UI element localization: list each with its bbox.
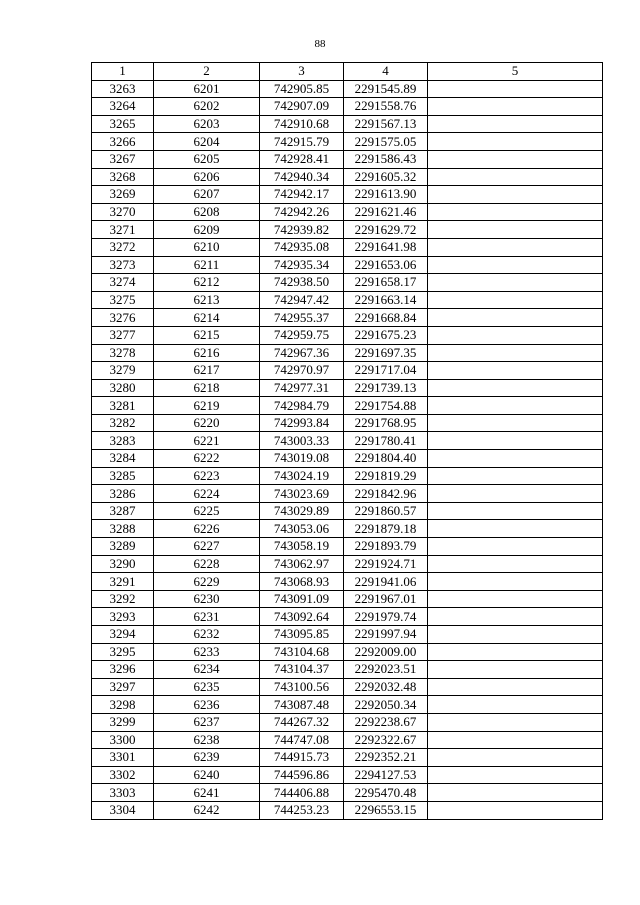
table-cell: 2291558.76 [344, 98, 428, 116]
table-cell: 6204 [154, 133, 260, 151]
table-cell: 742910.68 [260, 115, 344, 133]
table-cell: 6209 [154, 221, 260, 239]
table-cell: 742993.84 [260, 414, 344, 432]
table-cell: 742947.42 [260, 291, 344, 309]
coordinates-table [91, 62, 603, 820]
table-row [92, 379, 603, 397]
table-row [92, 502, 603, 520]
table-cell [428, 766, 603, 784]
table-cell: 2292238.67 [344, 713, 428, 731]
table-cell [428, 626, 603, 644]
table-row [92, 678, 603, 696]
table-cell [428, 450, 603, 468]
table-row [92, 186, 603, 204]
table-row [92, 696, 603, 714]
table-cell: 743091.09 [260, 590, 344, 608]
table-cell: 6233 [154, 643, 260, 661]
table-cell: 6223 [154, 467, 260, 485]
table-cell: 2291997.94 [344, 626, 428, 644]
table-cell: 3293 [92, 608, 154, 626]
table-cell: 744406.88 [260, 784, 344, 802]
table-cell: 2291879.18 [344, 520, 428, 538]
table-cell: 3264 [92, 98, 154, 116]
table-cell: 742905.85 [260, 80, 344, 98]
table-row [92, 590, 603, 608]
table-cell: 3282 [92, 414, 154, 432]
table-cell: 6230 [154, 590, 260, 608]
table-row [92, 713, 603, 731]
table-row [92, 397, 603, 415]
table-cell: 743104.37 [260, 661, 344, 679]
table-cell: 2291567.13 [344, 115, 428, 133]
table-cell: 2296553.15 [344, 801, 428, 819]
table-cell [428, 133, 603, 151]
table-cell [428, 713, 603, 731]
table-cell: 2291629.72 [344, 221, 428, 239]
table-cell [428, 608, 603, 626]
table-row [92, 661, 603, 679]
column-header: 4 [344, 63, 428, 81]
table-row [92, 573, 603, 591]
table-cell: 743095.85 [260, 626, 344, 644]
table-row [92, 203, 603, 221]
table-cell [428, 432, 603, 450]
table-cell: 742928.41 [260, 150, 344, 168]
table-cell: 742967.36 [260, 344, 344, 362]
table-cell: 3268 [92, 168, 154, 186]
table-row [92, 291, 603, 309]
table-cell: 2291586.43 [344, 150, 428, 168]
table-cell: 3301 [92, 749, 154, 767]
table-row [92, 326, 603, 344]
table-cell [428, 784, 603, 802]
table-cell: 6226 [154, 520, 260, 538]
table-cell: 743104.68 [260, 643, 344, 661]
column-header: 3 [260, 63, 344, 81]
table-cell: 743087.48 [260, 696, 344, 714]
table-cell: 6214 [154, 309, 260, 327]
table-cell: 6202 [154, 98, 260, 116]
table-row [92, 555, 603, 573]
table-cell: 3296 [92, 661, 154, 679]
table-cell [428, 256, 603, 274]
table-row [92, 115, 603, 133]
table-cell [428, 749, 603, 767]
table-cell: 743062.97 [260, 555, 344, 573]
table-cell: 742939.82 [260, 221, 344, 239]
table-cell: 6224 [154, 485, 260, 503]
table-cell: 743023.69 [260, 485, 344, 503]
table-cell: 6221 [154, 432, 260, 450]
table-cell: 3295 [92, 643, 154, 661]
table-cell: 2291979.74 [344, 608, 428, 626]
table-cell: 2291545.89 [344, 80, 428, 98]
table-cell: 743100.56 [260, 678, 344, 696]
table-cell: 2292352.21 [344, 749, 428, 767]
table-row [92, 309, 603, 327]
table-cell: 2291621.46 [344, 203, 428, 221]
table-cell [428, 362, 603, 380]
table-cell: 743058.19 [260, 538, 344, 556]
table-cell: 6238 [154, 731, 260, 749]
table-cell: 3266 [92, 133, 154, 151]
table-row [92, 80, 603, 98]
table-cell: 3274 [92, 274, 154, 292]
table-cell: 6229 [154, 573, 260, 591]
table-cell: 3263 [92, 80, 154, 98]
table-row [92, 432, 603, 450]
table-cell: 2291768.95 [344, 414, 428, 432]
column-header: 1 [92, 63, 154, 81]
table-cell [428, 801, 603, 819]
table-cell: 3265 [92, 115, 154, 133]
table-cell: 2291658.17 [344, 274, 428, 292]
table-cell: 6207 [154, 186, 260, 204]
table-cell [428, 221, 603, 239]
table-cell: 6206 [154, 168, 260, 186]
table-row [92, 643, 603, 661]
table-cell: 744267.32 [260, 713, 344, 731]
table-cell: 3284 [92, 450, 154, 468]
table-cell [428, 731, 603, 749]
table-cell: 6242 [154, 801, 260, 819]
table-cell: 743053.06 [260, 520, 344, 538]
table-row [92, 801, 603, 819]
table-cell [428, 80, 603, 98]
table-cell: 2291605.32 [344, 168, 428, 186]
table-cell: 6240 [154, 766, 260, 784]
table-cell [428, 643, 603, 661]
table-row [92, 344, 603, 362]
table-cell: 3298 [92, 696, 154, 714]
table-cell [428, 678, 603, 696]
table-cell [428, 309, 603, 327]
table-cell: 2292322.67 [344, 731, 428, 749]
table-row [92, 467, 603, 485]
table-cell: 2291697.35 [344, 344, 428, 362]
table-cell: 6210 [154, 238, 260, 256]
table-cell: 3270 [92, 203, 154, 221]
table-cell: 742915.79 [260, 133, 344, 151]
table-cell: 6203 [154, 115, 260, 133]
table-row [92, 485, 603, 503]
table-cell: 6241 [154, 784, 260, 802]
table-cell: 743019.08 [260, 450, 344, 468]
table-cell: 742938.50 [260, 274, 344, 292]
table-cell: 6239 [154, 749, 260, 767]
table-cell: 2291739.13 [344, 379, 428, 397]
table-cell: 2291668.84 [344, 309, 428, 327]
table-cell [428, 590, 603, 608]
table-cell: 2295470.48 [344, 784, 428, 802]
table-cell [428, 344, 603, 362]
table-cell: 6208 [154, 203, 260, 221]
table-cell: 742977.31 [260, 379, 344, 397]
table-header-row [92, 63, 603, 81]
table-cell: 3294 [92, 626, 154, 644]
table-cell: 3279 [92, 362, 154, 380]
table-cell: 6220 [154, 414, 260, 432]
table-cell: 2291754.88 [344, 397, 428, 415]
table-cell: 6234 [154, 661, 260, 679]
table-row [92, 731, 603, 749]
table-cell [428, 414, 603, 432]
table-cell: 2291641.98 [344, 238, 428, 256]
table-cell: 3292 [92, 590, 154, 608]
table-cell: 6219 [154, 397, 260, 415]
table-cell: 6213 [154, 291, 260, 309]
table-cell: 3272 [92, 238, 154, 256]
table-cell: 6222 [154, 450, 260, 468]
table-cell [428, 291, 603, 309]
table-cell: 742984.79 [260, 397, 344, 415]
table-cell: 3278 [92, 344, 154, 362]
table-cell [428, 538, 603, 556]
table-cell: 2294127.53 [344, 766, 428, 784]
table-cell: 6225 [154, 502, 260, 520]
table-cell: 2291653.06 [344, 256, 428, 274]
table-cell [428, 520, 603, 538]
table-cell: 6215 [154, 326, 260, 344]
table-cell: 3283 [92, 432, 154, 450]
table-cell: 742935.08 [260, 238, 344, 256]
table-cell: 3277 [92, 326, 154, 344]
table-row [92, 450, 603, 468]
table-cell: 6211 [154, 256, 260, 274]
table-cell: 6228 [154, 555, 260, 573]
table-row [92, 766, 603, 784]
table-cell: 3273 [92, 256, 154, 274]
table-cell: 3271 [92, 221, 154, 239]
table-cell: 742942.17 [260, 186, 344, 204]
table-row [92, 362, 603, 380]
table-cell: 3269 [92, 186, 154, 204]
table-cell: 2291663.14 [344, 291, 428, 309]
table-cell: 6218 [154, 379, 260, 397]
table-cell: 742942.26 [260, 203, 344, 221]
table-cell: 3267 [92, 150, 154, 168]
table-cell: 6236 [154, 696, 260, 714]
table-cell: 2292050.34 [344, 696, 428, 714]
table-cell: 3289 [92, 538, 154, 556]
table-cell: 2291780.41 [344, 432, 428, 450]
table-row [92, 98, 603, 116]
table-cell: 2291804.40 [344, 450, 428, 468]
table-cell [428, 115, 603, 133]
table-cell: 743003.33 [260, 432, 344, 450]
table-cell: 3290 [92, 555, 154, 573]
table-cell: 6231 [154, 608, 260, 626]
table-cell: 6227 [154, 538, 260, 556]
table-cell: 2291924.71 [344, 555, 428, 573]
table-cell: 743068.93 [260, 573, 344, 591]
table-row [92, 133, 603, 151]
table-cell: 744596.86 [260, 766, 344, 784]
table-cell: 3276 [92, 309, 154, 327]
table-row [92, 626, 603, 644]
table-cell: 2291893.79 [344, 538, 428, 556]
table-cell [428, 555, 603, 573]
table-cell: 6205 [154, 150, 260, 168]
table-cell: 3287 [92, 502, 154, 520]
table-cell: 742940.34 [260, 168, 344, 186]
table-cell [428, 186, 603, 204]
table-cell: 3291 [92, 573, 154, 591]
table-cell: 744747.08 [260, 731, 344, 749]
table-row [92, 749, 603, 767]
table-cell [428, 485, 603, 503]
table-cell: 744915.73 [260, 749, 344, 767]
table-cell: 2291860.57 [344, 502, 428, 520]
table-row [92, 256, 603, 274]
table-cell: 744253.23 [260, 801, 344, 819]
table-cell: 742935.34 [260, 256, 344, 274]
table-cell: 6235 [154, 678, 260, 696]
table-cell: 2291613.90 [344, 186, 428, 204]
table-cell [428, 696, 603, 714]
table-cell: 3280 [92, 379, 154, 397]
table-row [92, 274, 603, 292]
table-cell: 2291941.06 [344, 573, 428, 591]
table-cell: 742907.09 [260, 98, 344, 116]
table-cell: 2291842.96 [344, 485, 428, 503]
table-row [92, 608, 603, 626]
table-cell [428, 98, 603, 116]
table-cell [428, 150, 603, 168]
table-cell: 3286 [92, 485, 154, 503]
table-cell: 2291819.29 [344, 467, 428, 485]
table-cell: 2292023.51 [344, 661, 428, 679]
table-cell: 2291675.23 [344, 326, 428, 344]
table-cell: 743092.64 [260, 608, 344, 626]
table-cell: 743024.19 [260, 467, 344, 485]
table-cell: 2291575.05 [344, 133, 428, 151]
table-cell: 6217 [154, 362, 260, 380]
page-number: 88 [314, 38, 326, 50]
table-cell: 6212 [154, 274, 260, 292]
table-cell [428, 274, 603, 292]
table-row [92, 520, 603, 538]
table-cell: 2291967.01 [344, 590, 428, 608]
table-cell: 3297 [92, 678, 154, 696]
table-cell: 6201 [154, 80, 260, 98]
table-cell: 3299 [92, 713, 154, 731]
table-cell: 3300 [92, 731, 154, 749]
table-row [92, 221, 603, 239]
table-cell: 3304 [92, 801, 154, 819]
table-cell [428, 397, 603, 415]
table-cell: 3281 [92, 397, 154, 415]
table-row [92, 784, 603, 802]
table-cell [428, 502, 603, 520]
column-header: 2 [154, 63, 260, 81]
table-cell: 6237 [154, 713, 260, 731]
table-cell: 742955.37 [260, 309, 344, 327]
table-cell: 3303 [92, 784, 154, 802]
table-cell: 3302 [92, 766, 154, 784]
table-row [92, 150, 603, 168]
table-row [92, 538, 603, 556]
table-cell [428, 168, 603, 186]
table-cell: 6232 [154, 626, 260, 644]
table-cell: 2292032.48 [344, 678, 428, 696]
table-row [92, 238, 603, 256]
table-row [92, 168, 603, 186]
table-cell [428, 203, 603, 221]
table-cell: 3275 [92, 291, 154, 309]
table-cell [428, 661, 603, 679]
table-body [92, 80, 603, 819]
table-cell [428, 573, 603, 591]
table-cell: 742959.75 [260, 326, 344, 344]
column-header: 5 [428, 63, 603, 81]
table-cell: 2291717.04 [344, 362, 428, 380]
table-cell [428, 326, 603, 344]
table-cell [428, 238, 603, 256]
table-cell: 743029.89 [260, 502, 344, 520]
table-cell [428, 467, 603, 485]
table-cell [428, 379, 603, 397]
table-cell: 742970.97 [260, 362, 344, 380]
table-cell: 6216 [154, 344, 260, 362]
table-cell: 2292009.00 [344, 643, 428, 661]
table-cell: 3288 [92, 520, 154, 538]
table-cell: 3285 [92, 467, 154, 485]
table-row [92, 414, 603, 432]
